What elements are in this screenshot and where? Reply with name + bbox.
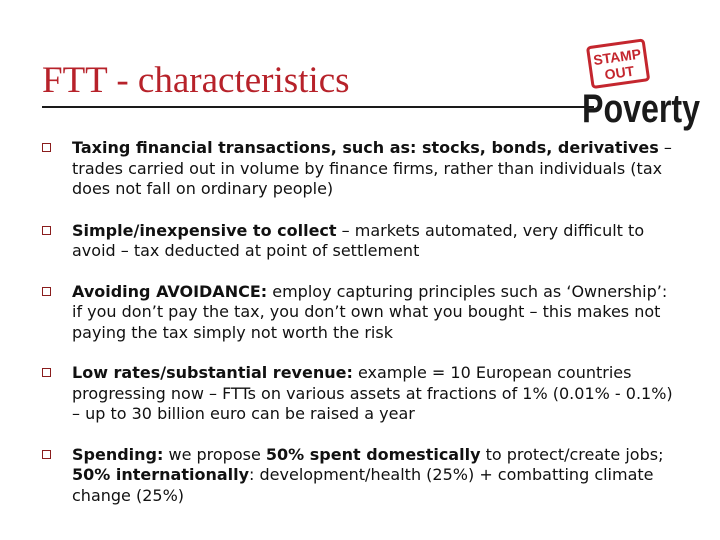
bullet-text-bold: Spending: — [72, 444, 164, 464]
bullet-item — [42, 138, 682, 200]
bullet-square-icon — [42, 143, 51, 152]
bullet-text: we propose — [163, 444, 266, 464]
bullet-text-bold: 50% spent domestically — [265, 444, 481, 464]
logo-out-text: OUT — [603, 62, 636, 83]
bullet-text: example = 10 European countries progressing now – FTTs on various assets at fractions of 1% (0.01% - 0.1%) – up to 30 billion euro can be raised a year — [72, 363, 673, 423]
logo-poverty-text: Poverty — [582, 87, 701, 131]
title-underline — [42, 106, 594, 108]
bullet-text: – markets automated, very difficult to avoid – tax deducted at point of settlement — [72, 220, 645, 260]
stamp-out-poverty-logo — [580, 38, 702, 130]
stamp-badge — [588, 40, 649, 87]
bullet-item — [42, 282, 682, 344]
bullet-text: to protect/create jobs; — [480, 444, 664, 464]
logo-stamp-text: STAMP — [592, 45, 643, 69]
bullet-text-bold: Taxing financial transactions, such as: stocks, bonds, derivatives — [72, 138, 659, 157]
bullet-text: employ capturing principles such as ‘Ownership’: if you don’t pay the tax, you don’t own what you bought – this makes not paying the tax simply not worth the risk — [72, 281, 668, 342]
bullet-square-icon — [42, 368, 51, 377]
bullet-item — [42, 445, 682, 507]
bullet-square-icon — [42, 226, 51, 235]
bullet-square-icon — [42, 450, 51, 459]
bullet-text: – trades carried out in volume by finance firms, rather than individuals (tax does not fall on ordinary people) — [72, 138, 672, 198]
bullet-text-bold: Avoiding AVOIDANCE: — [72, 281, 268, 301]
bullet-square-icon — [42, 287, 51, 296]
bullet-text-bold: Simple/inexpensive to collect — [72, 220, 337, 240]
bullet-text: : development/health (25%) + combatting climate change (25%) — [72, 465, 654, 505]
bullet-item — [42, 363, 682, 425]
bullet-item — [42, 221, 682, 262]
slide-title: FTT - characteristics — [42, 60, 350, 101]
bullet-text-bold: Low rates/substantial revenue: — [72, 363, 353, 382]
logo-graphic — [580, 38, 702, 130]
bullet-list — [42, 138, 682, 506]
bullet-text-bold: 50% internationally — [72, 465, 250, 484]
